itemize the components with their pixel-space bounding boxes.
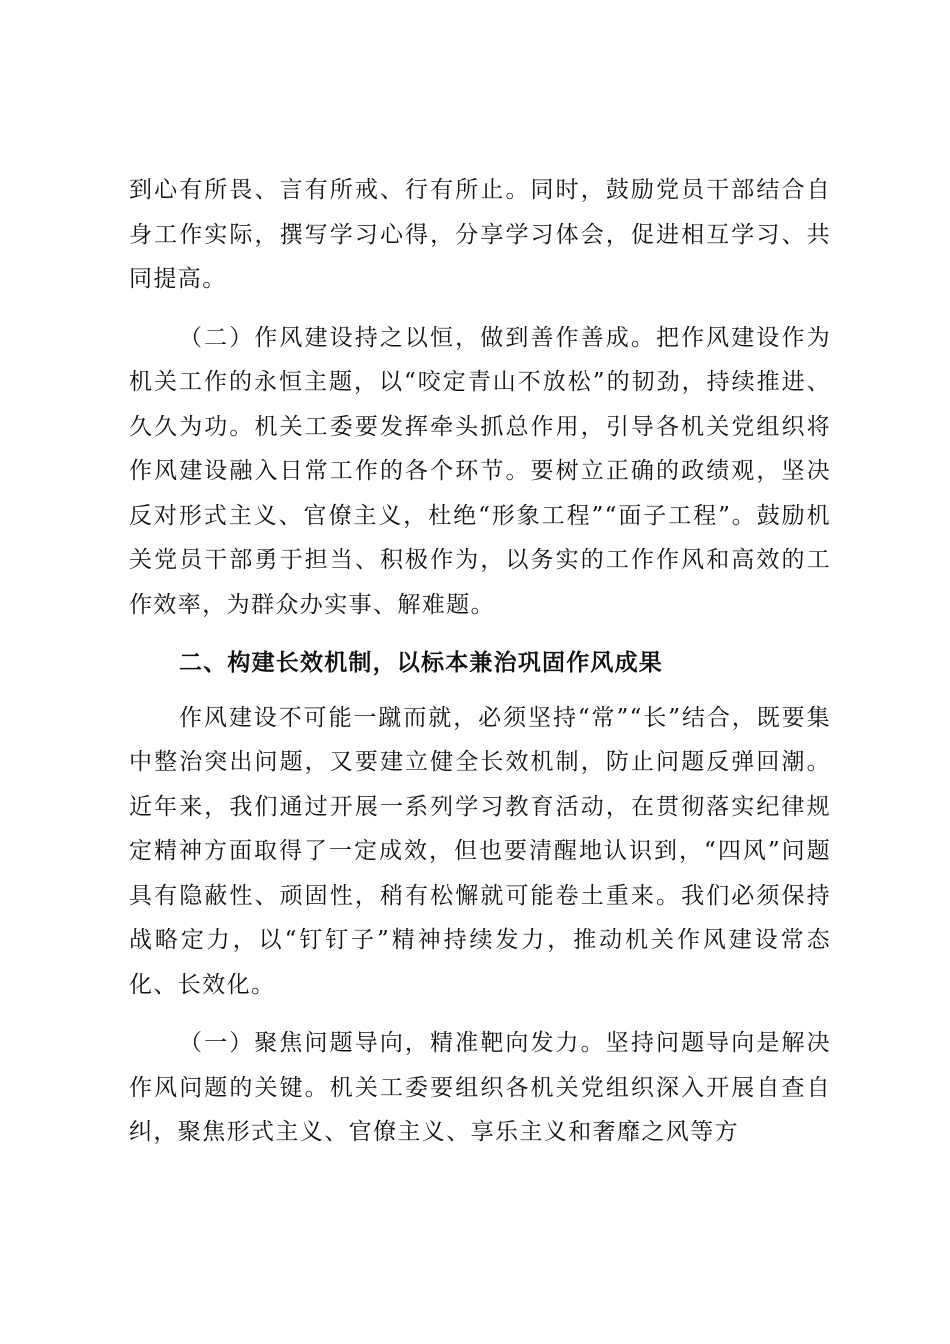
document-body bbox=[129, 168, 831, 1155]
paragraph-continuation: 到心有所畏、言有所戒、行有所止。同时，鼓励党员干部结合自身工作实际，撰写学习心得，分享学习体会，促进相互学习、共同提高。 bbox=[129, 177, 831, 292]
paragraph-intro: 作风建设不可能一蹴而就，必须坚持“常”“长”结合，既要集中整治突出问题，又要建立健全长效机制，防止问题反弹回潮。近年来，我们通过开展一系列学习教育活动，在贯彻落实纪律规定精神方面取得了一定成效，但也要清醒地认识到，“四风”问题具有隐蔽性、顽固性，稍有松懈就可能卷土重来。我们必须保持战略定力，以“钉钉子”精神持续发力，推动机关作风建设常态化、长效化。 bbox=[129, 704, 831, 998]
paragraph-section-1: （一）聚焦问题导向，精准靶向发力。坚持问题导向是解决作风问题的关键。机关工委要组织各机关党组织深入开展自查自纠，聚焦形式主义、官僚主义、享乐主义和奢靡之风等方 bbox=[129, 1030, 831, 1145]
paragraph-section-2: （二）作风建设持之以恒，做到善作善成。把作风建设作为机关工作的永恒主题，以“咬定青山不放松”的韧劲，持续推进、久久为功。机关工委要发挥牵头抓总作用，引导各机关党组织将作风建设融入日常工作的各个环节。要树立正确的政绩观，坚决反对形式主义、官僚主义，杜绝“形象工程”“面子工程”。鼓励机关党员干部勇于担当、积极作为，以务实的工作作风和高效的工作效率，为群众办实事、解难题。 bbox=[129, 324, 831, 618]
section-heading: 二、构建长效机制，以标本兼治巩固作风成果 bbox=[179, 650, 663, 676]
